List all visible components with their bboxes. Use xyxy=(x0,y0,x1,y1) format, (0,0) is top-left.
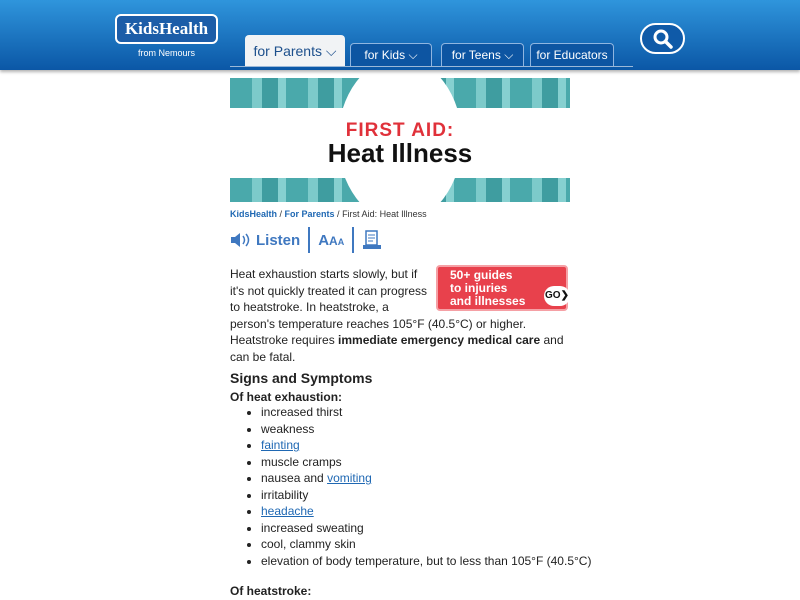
list-item xyxy=(261,470,591,487)
injury-guides-promo[interactable] xyxy=(436,265,568,311)
item-text: muscle cramps xyxy=(261,454,342,469)
item-text: increased thirst xyxy=(261,405,343,419)
search-button[interactable] xyxy=(640,23,685,54)
intro-paragraph xyxy=(230,266,569,366)
listen-button[interactable]: Listen xyxy=(256,231,301,249)
text-size-icon[interactable]: AAA xyxy=(318,231,345,249)
tab-for-educators[interactable] xyxy=(530,43,614,66)
symptom-list xyxy=(261,404,591,569)
section-heading: Signs and Symptoms xyxy=(230,370,373,386)
item-link[interactable]: fainting xyxy=(261,438,300,452)
item-text: weakness xyxy=(261,421,315,436)
intro-emphasis: immediate emergency medical care xyxy=(338,333,541,348)
list-item xyxy=(261,520,591,537)
breadcrumb-section[interactable]: For Parents xyxy=(284,209,335,219)
breadcrumb-home[interactable]: KidsHealth xyxy=(230,209,278,219)
list-item xyxy=(261,437,591,454)
breadcrumb-current: First Aid: Heat Illness xyxy=(342,209,427,219)
intro-text: Heat exhaustion starts slowly, but if it's not quickly treated it can progress to heatstroke. In heatstroke, a person's temperature reaches 105°F (40.5°C) or higher. Heatstroke requires xyxy=(230,267,527,348)
toolbar-divider xyxy=(308,227,310,253)
article-banner xyxy=(230,78,570,202)
tab-for-parents[interactable] xyxy=(245,35,345,66)
kidshealth-logo[interactable]: KidsHealth xyxy=(115,14,218,44)
logo-subtitle: from Nemours xyxy=(137,48,195,58)
banner-title: Heat Illness xyxy=(327,138,473,168)
list-item xyxy=(261,421,591,438)
item-text: increased sweating xyxy=(261,520,364,535)
tab-for-teens[interactable] xyxy=(441,43,524,66)
chevron-down-icon: ⌵ xyxy=(504,48,514,62)
chevron-down-icon: ⌵ xyxy=(325,43,337,59)
banner-kicker: FIRST AID: xyxy=(345,120,455,141)
item-text: irritability xyxy=(261,487,309,502)
go-label: GO xyxy=(545,290,561,301)
toolbar-divider xyxy=(352,227,354,253)
item-link[interactable]: headache xyxy=(261,504,314,518)
item-link[interactable]: vomiting xyxy=(327,471,372,485)
list-item xyxy=(261,454,591,471)
tab-divider xyxy=(230,66,633,67)
tab-label: for Teens xyxy=(451,48,501,62)
promo-line: 50+ guides xyxy=(450,268,513,282)
promo-line: and illnesses xyxy=(450,294,526,308)
list-item xyxy=(261,487,591,504)
subheading-heat-exhaustion: Of heat exhaustion: xyxy=(230,390,343,404)
tab-label: for Kids xyxy=(364,48,406,62)
list-item xyxy=(261,536,591,553)
subheading-heatstroke: Of heatstroke: xyxy=(230,584,312,598)
breadcrumb: KidsHealth / For Parents / First Aid: Heat Illness xyxy=(230,209,427,219)
list-item xyxy=(261,404,591,421)
speaker-icon[interactable] xyxy=(230,231,252,249)
list-item xyxy=(261,553,591,570)
promo-line: to injuries xyxy=(450,281,508,295)
item-text: cool, clammy skin xyxy=(261,537,356,551)
tab-label: for Parents xyxy=(253,43,322,59)
site-header xyxy=(0,0,800,70)
article-toolbar xyxy=(230,227,382,253)
chevron-down-icon: ⌵ xyxy=(408,48,418,62)
item-text: elevation of body temperature, but to less than 105°F (40.5°C) xyxy=(261,553,592,568)
intro-text-end: and can be fatal. xyxy=(230,333,564,364)
list-item xyxy=(261,503,591,520)
tab-label: for Educators xyxy=(536,48,608,62)
go-button[interactable]: GO❯ xyxy=(544,286,570,306)
search-icon xyxy=(652,28,674,50)
print-icon[interactable] xyxy=(362,230,382,250)
item-text: nausea and xyxy=(261,471,328,485)
tab-for-kids[interactable] xyxy=(350,43,432,66)
